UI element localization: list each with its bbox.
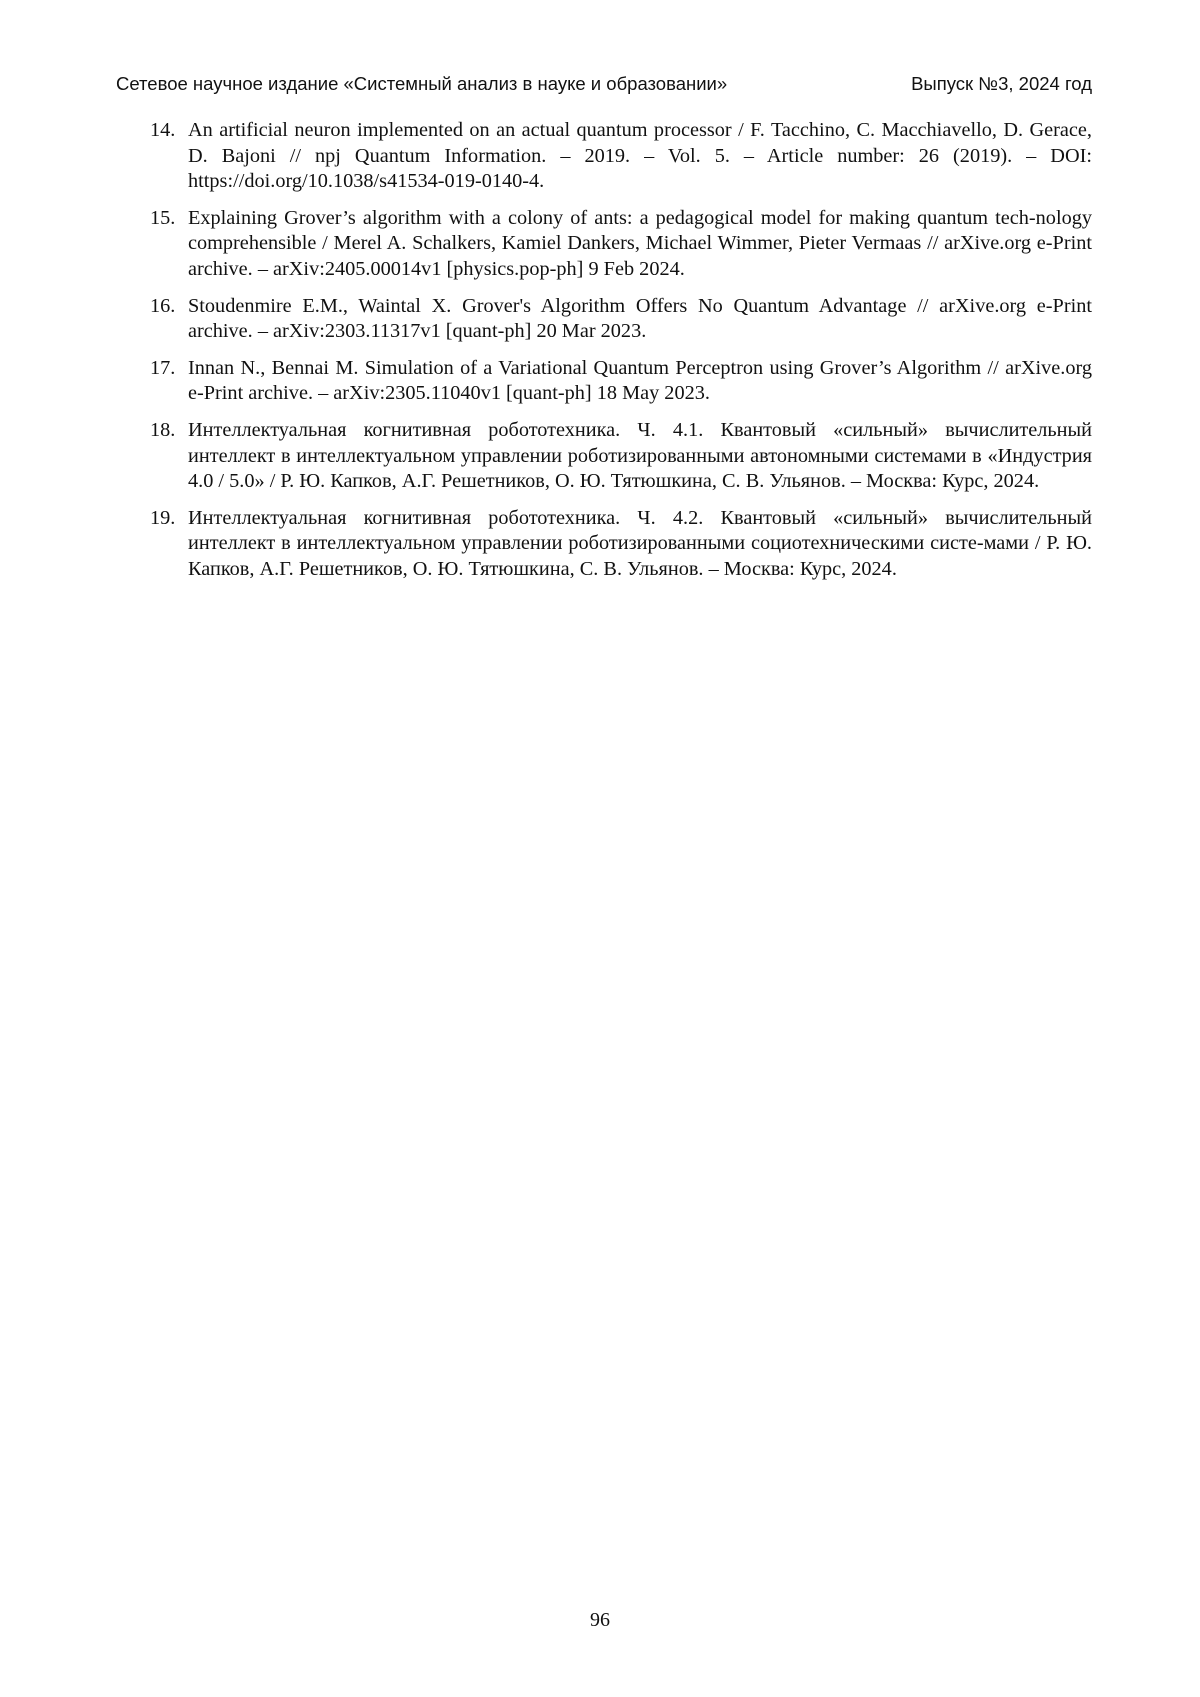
reference-item-19 [150,506,1092,583]
reference-number: 17. [150,356,176,379]
issue-label: Выпуск №3, 2024 год [911,73,1092,94]
reference-item-18 [150,418,1092,495]
reference-item-17 [150,356,1092,407]
reference-text: Innan N., Bennai M. Simulation of a Variational Quantum Perceptron using Grover’s Algorithm // arXive.org e-Print archive. – arXiv:2305.11040v1 [quant-ph] 18 May 2023. [188,356,1092,405]
reference-text: An artificial neuron implemented on an actual quantum processor / F. Tacchino, C. Macchiavello, D. Gerace, D. Bajoni // npj Quantum Information. – 2019. – Vol. 5. – Article number: 26 (2019). – DOI: https://doi.org/10.1038/s41534-019-0140-4. [188,119,1092,193]
reference-text: Explaining Grover’s algorithm with a colony of ants: a pedagogical model for making quantum tech-nology comprehensible / Merel A. Schalkers, Kamiel Dankers, Michael Wimmer, Pieter Vermaas // arXive.org e-Print archive. – arXiv:2405.00014v1 [physics.pop-ph] 9 Feb 2024. [188,206,1092,280]
reference-text: Stoudenmire E.M., Waintal X. Grover's Algorithm Offers No Quantum Advantage // arXive.org e-Print archive. – arXiv:2303.11317v1 [quant-ph] 20 Mar 2023. [188,294,1092,343]
reference-list [150,118,1092,594]
reference-item-16 [150,294,1092,345]
page-header [116,70,1092,98]
reference-item-15 [150,206,1092,283]
reference-item-14 [150,118,1092,195]
journal-title: Сетевое научное издание «Системный анализ в науке и образовании» [116,73,728,94]
reference-number: 15. [150,206,176,229]
reference-number: 14. [150,119,176,141]
reference-text: Интеллектуальная когнитивная робототехника. Ч. 4.1. Квантовый «сильный» вычислительный интеллект в интеллектуальном управлении роботизированными автономными системами в «Индустрия 4.0 / 5.0» / Р. Ю. Капков, А.Г. Решетников, О. Ю. Тятюшкина, С. В. Ульянов. – Москва: Курс, 2024. [188,418,1092,493]
reference-text: Интеллектуальная когнитивная робототехника. Ч. 4.2. Квантовый «сильный» вычислительный интеллект в интеллектуальном управлении роботизированными социотехническими систе-мами / Р. Ю. Капков, А.Г. Решетников, О. Ю. Тятюшкина, С. В. Ульянов. – Москва: Курс, 2024. [188,506,1092,580]
reference-number: 19. [150,506,176,529]
reference-number: 16. [150,294,176,317]
page-number: 96 [590,1609,610,1631]
reference-number: 18. [150,418,176,441]
